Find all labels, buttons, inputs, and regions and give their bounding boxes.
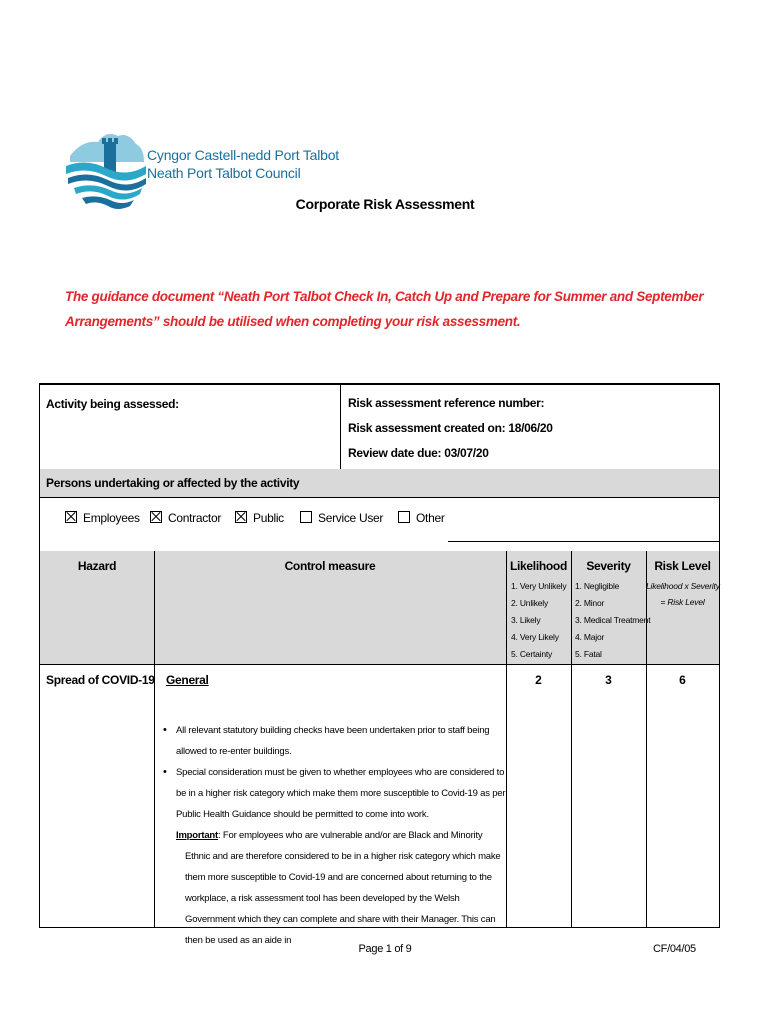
header-severity: Severity	[586, 559, 631, 573]
checkbox-empty-icon	[300, 511, 312, 523]
council-name	[147, 146, 339, 182]
important-note	[171, 825, 510, 951]
persons-header	[40, 469, 719, 497]
control-section-heading: General	[166, 673, 209, 687]
list-item: • All relevant statutory building checks have been undertaken prior to staff being allowed to re-enter buildings.	[160, 720, 510, 762]
council-name-welsh: Cyngor Castell-nedd Port Talbot	[147, 147, 339, 163]
council-name-english: Neath Port Talbot Council	[147, 165, 301, 181]
checkbox-checked-icon	[235, 511, 247, 523]
checkbox-checked-icon	[150, 511, 162, 523]
created-date: Risk assessment created on: 18/06/20	[348, 421, 553, 435]
checkbox-other[interactable]: Other	[398, 511, 445, 525]
important-label: Important	[176, 830, 219, 841]
risk-level-value: 6	[679, 673, 686, 687]
header-hazard: Hazard	[77, 559, 117, 573]
list-item: • Special consideration must be given to whether employees who are considered to be in a higher risk category which make them more susceptible to Covid-19 as per Public Health Guidance should be permitted to come into work.	[160, 762, 510, 825]
checkbox-empty-icon	[398, 511, 410, 523]
checkbox-contractor[interactable]: Contractor	[150, 511, 221, 525]
persons-label: Persons undertaking or affected by the activity	[46, 476, 300, 490]
document-reference: CF/04/05	[653, 943, 696, 955]
likelihood-value: 2	[535, 673, 542, 687]
page-number: Page 1 of 9	[358, 943, 412, 955]
header-control-measure: Control measure	[284, 559, 376, 573]
reference-block	[348, 391, 553, 466]
header-risk-level: Risk Level	[654, 559, 711, 573]
page-title: Corporate Risk Assessment	[295, 196, 475, 212]
important-text: : For employees who are vulnerable and/or are Black and Minority Ethnic and are therefore considered to be in a higher risk category which make them more susceptible to Covid-19 and are concerned about returning to the workplace, a risk assessment tool has been developed by the Welsh Government which they can complete and share with their Manager. This can then be used as an aide in	[185, 830, 501, 946]
header-likelihood: Likelihood	[509, 559, 567, 573]
severity-scale: 1. Negligible 2. Minor 3. Medical Treatment 4. Major 5. Fatal	[575, 581, 651, 659]
severity-value: 3	[605, 673, 612, 687]
risk-assessment-table	[39, 383, 720, 946]
checkbox-public[interactable]: Public	[235, 511, 284, 525]
reference-number-label: Risk assessment reference number:	[348, 396, 545, 410]
risk-formula: Likelihood x Severity = Risk Level	[646, 581, 720, 607]
hazard-cell: Spread of COVID-19	[46, 673, 155, 687]
review-date: Review date due: 03/07/20	[348, 446, 489, 460]
guidance-note: The guidance document “Neath Port Talbot Check In, Catch Up and Prepare for Summer and September Arrangements” should be utilised when completing your risk assessment.	[65, 289, 704, 329]
checkbox-employees[interactable]: Employees	[65, 511, 140, 525]
checkbox-checked-icon	[65, 511, 77, 523]
other-input-line[interactable]	[448, 541, 719, 542]
checkbox-service-user[interactable]: Service User	[300, 511, 383, 525]
activity-label: Activity being assessed:	[46, 397, 179, 411]
likelihood-scale: 1. Very Unlikely 2. Unlikely 3. Likely 4. Very Likely 5. Certainty	[511, 581, 567, 659]
control-measure-text	[160, 720, 510, 951]
